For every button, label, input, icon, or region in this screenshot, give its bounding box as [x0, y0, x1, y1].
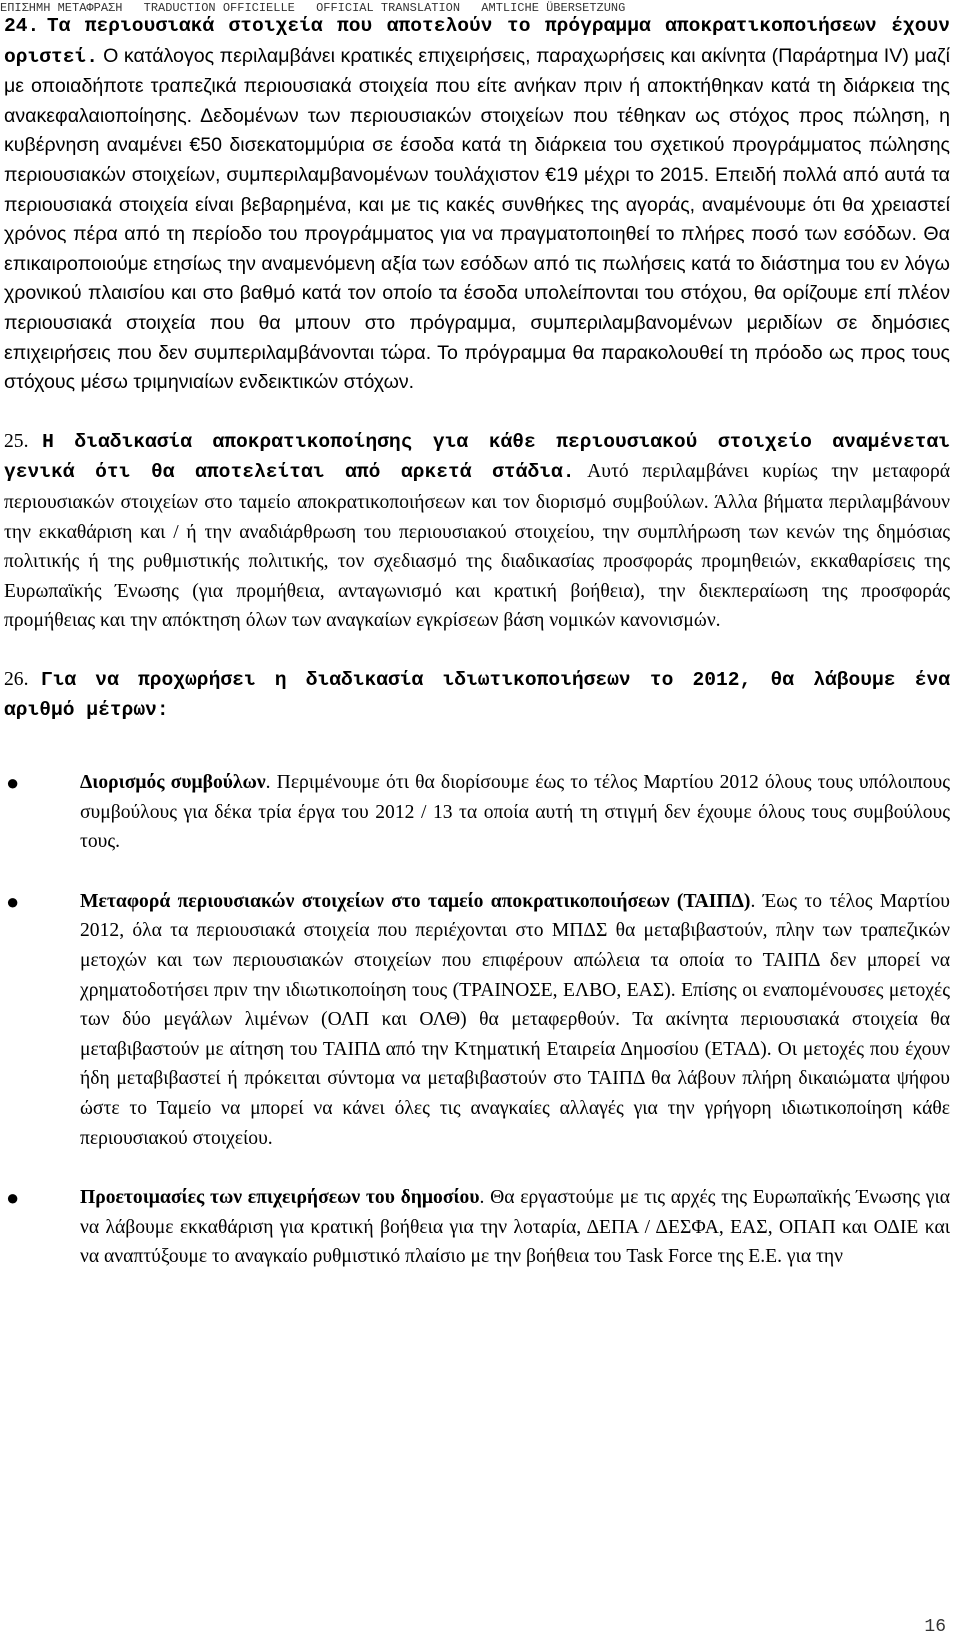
paragraph-25	[0, 427, 950, 636]
list-item-lead: Μεταφορά περιουσιακών στοιχείων στο ταμείο αποκρατικοποιήσεων (ΤΑΙΠΔ)	[80, 890, 751, 912]
paragraph-24-lead: Τα περιουσιακά στοιχεία που αποτελούν το πρόγραμμα αποκρατικοποιήσεων έχουν οριστεί.	[4, 15, 950, 68]
list-item-lead: Διορισμός συμβούλων	[80, 772, 266, 794]
paragraph-26	[0, 665, 950, 726]
paragraph-26-number: 26.	[4, 668, 29, 690]
list-item-body: . Θα εργαστούμε με τις αρχές της Ευρωπαϊκής Ένωσης για να λάβουμε εκκαθάριση για κρατική βοήθεια για την λοταρία, ΔΕΠΑ / ΔΕΣΦΑ, ΕΑΣ, ΟΠΑΠ και ΟΔΙΕ και να αναπτύξουμε το αναγκαίο ρυθμιστικό πλαίσιο με την βοήθεια του Task Force της Ε.Ε. για την	[80, 1187, 950, 1268]
paragraph-25-body: Αυτό περιλαμβάνει κυρίως την μεταφορά περιουσιακών στοιχείων στο ταμείο αποκρατικοποιήσεων και τον διορισμό συμβούλων. Άλλα βήματα περιλαμβάνουν την εκκαθάριση και / ή την αναδιάρθρωση του περιουσιακού στοιχείου, την συμπλήρωση των κενών της δημόσιας πολιτικής ή της ρυθμιστικής πολιτικής, τον σχεδιασμό της διαδικασίας προσφοράς προμηθειών, εκκαθαρίσεις της Ευρωπαϊκής Ένωσης (για προμήθεια, ανταγωνισμό και κρατική βοήθεια), την διεκπεραίωση της προσφοράς προμήθειας και την απόκτηση όλων των αναγκαίων εγκρίσεων βάση νομικών κανονισμών.	[4, 461, 950, 632]
measures-list	[0, 768, 950, 1272]
list-item-body: . Έως το τέλος Μαρτίου 2012, όλα τα περιουσιακά στοιχεία που περιέχονται στο ΜΠΔΣ θα μεταβιβαστούν, πλην των τραπεζικών μετοχών και των περιουσιακών στοιχείων που επιφέρουν απώλεια τα οποία το ΤΑΙΠΔ δεν μπορεί να χρηματοδοτήσει πριν την ιδιωτικοποίηση τους (ΤΡΑΙΝΟΣΕ, ΕΛΒΟ, ΕΑΣ). Επίσης οι εναπομένουσες μετοχές των δύο μεγάλων λιμένων (ΟΛΠ και ΟΛΘ) θα μεταφερθούν. Τα ακίνητα περιουσιακά στοιχεία θα μεταβιβαστούν με αίτηση του ΤΑΙΠΔ από την Κτηματική Εταιρεία Δημοσίου (ΕΤΑΔ). Οι μετοχές που έχουν ήδη μεταβιβαστεί ή πρόκειται σύντομα να μεταβιβαστούν στο ΤΑΙΠΔ θα λάβουν πλήρη δικαιώματα ψήφου ώστε το Ταμείο να μπορεί να κάνει όλες τις αναγκαίες αλλαγές για την γρήγορη ιδιωτικοποίηση κάθε περιουσιακού στοιχείου.	[80, 890, 950, 1149]
paragraph-24-body: Ο κατάλογος περιλαμβάνει κρατικές επιχειρήσεις, παραχωρήσεις και ακίνητα (Παράρτημα IV) μαζί με οποιαδήποτε τραπεζικά περιουσιακά στοιχεία που είτε ανήκαν πριν ή αποκτήθηκαν κατά τη διάρκεια της ανακεφαλαιοποίησης. Δεδομένων των περιουσιακών στοιχείων που τέθηκαν ως στόχος προς πώληση, η κυβέρνηση αναμένει €50 δισεκατομμύρια σε έσοδα κατά τη διάρκεια του σχετικού προγράμματος πώλησης περιουσιακών στοιχείων, συμπεριλαμβανομένων τουλάχιστον €19 μέχρι το 2015. Επειδή πολλά από αυτά τα περιουσιακά στοιχεία είναι βεβαρημένα, και με τις κακές συνθήκες της αγοράς, αναμένουμε ότι θα χρειαστεί χρόνος πέρα από τη περίοδο του προγράμματος για να πραγματοποιηθεί το πλήρες ποσό των εσόδων. Θα επικαιροποιούμε ετησίως την αναμενόμενη αξία των εσόδων από τις πωλήσεις κατά το διάστημα του εν λόγω χρονικού πλαισίου και στο βαθμό κατά τον οποίο τα έσοδα υπολείπονται του στόχου, θα ορίζουμε επί πλέον περιουσιακά στοιχεία που θα μπουν στο πρόγραμμα, συμπεριλαμβανομένων μεριδίων σε δημόσιες επιχειρήσεις που δεν συμπεριλαμβάνονται τώρα. Το πρόγραμμα θα παρακολουθεί τη πρόοδο ως προς τους στόχους μέσω τριμηνιαίων ενδεικτικών στόχων.	[4, 44, 950, 394]
list-item	[0, 887, 950, 1153]
document-page	[0, 11, 950, 1302]
paragraph-25-lead: Η διαδικασία αποκρατικοποίησης για κάθε περιουσιακού στοιχείο αναμένεται γενικά ότι θα αποτελείται από αρκετά στάδια.	[4, 430, 950, 484]
paragraph-24	[0, 11, 950, 398]
paragraph-26-lead: Για να προχωρήσει η διαδικασία ιδιωτικοποιήσεων το 2012, θα λάβουμε ένα αριθμό μέτρων:	[4, 668, 950, 722]
bullet-icon: ●	[6, 1185, 20, 1211]
header-label-greek: ΕΠΙΣΗΜΗ ΜΕΤΑΦΡΑΣΗ	[0, 1, 123, 15]
list-item-lead: Προετοιμασίες των επιχειρήσεων του δημοσίου	[80, 1187, 480, 1209]
header-label-french: TRADUCTION OFFICIELLE	[143, 1, 295, 15]
paragraph-25-number: 25.	[4, 430, 29, 452]
list-item-body: . Περιμένουμε ότι θα διορίσουμε έως το τέλος Μαρτίου 2012 όλους τους υπόλοιπους συμβούλους για δέκα τρία έργα του 2012 / 13 τα οποία αυτή τη στιγμή δεν έχουμε όλους τους συμβούλους τους.	[80, 772, 950, 853]
header-label-english: OFFICIAL TRANSLATION	[316, 1, 461, 15]
bullet-icon: ●	[6, 888, 20, 914]
paragraph-24-number: 24.	[4, 15, 40, 37]
list-item	[0, 768, 950, 857]
bullet-icon: ●	[6, 770, 20, 796]
page-number: 16	[924, 1617, 946, 1637]
list-item	[0, 1183, 950, 1272]
header-label-german: AMTLICHE ÜBERSETZUNG	[481, 1, 626, 15]
